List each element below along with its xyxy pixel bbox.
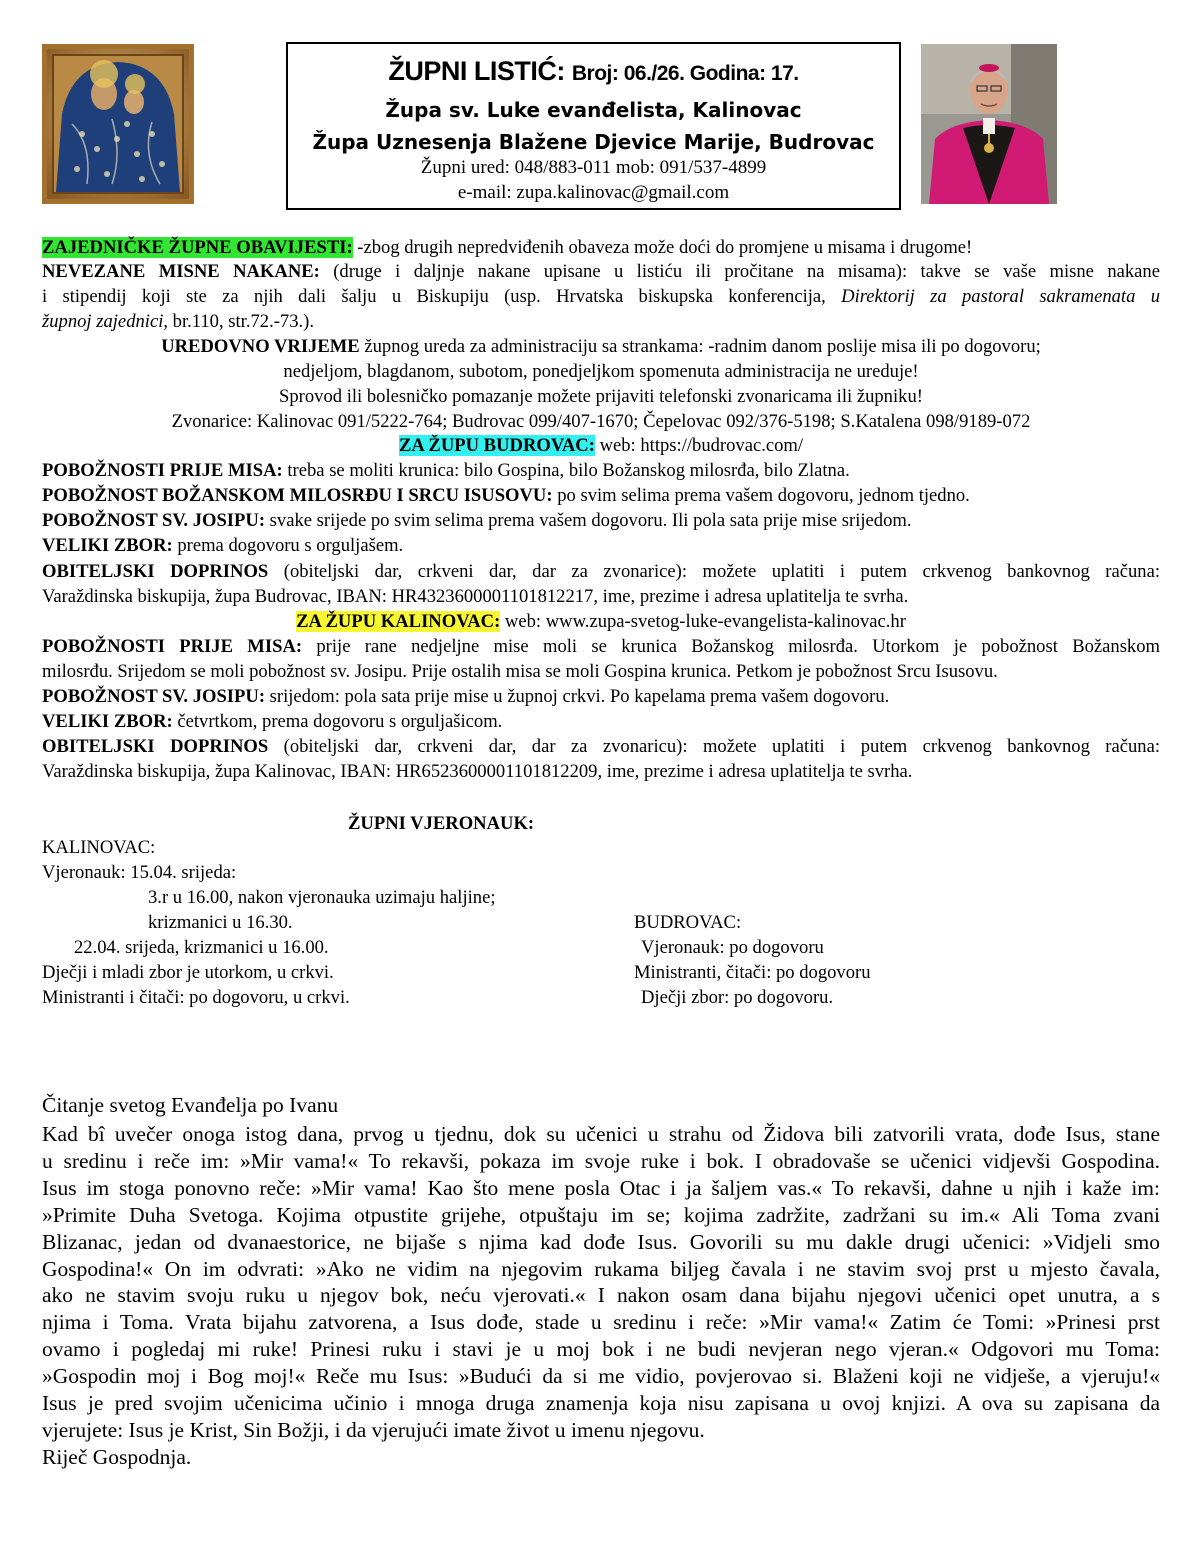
gospel-line: vjerujete: Isus je Krist, Sin Božji, i da vjerujući imate život u imenu njegovu. bbox=[42, 1417, 705, 1442]
catechism-kalinovac-l5: Dječji i mladi zbor je utorkom, u crkvi. bbox=[42, 962, 334, 983]
common-notice bbox=[42, 236, 1160, 260]
funeral-notice: Sprovod ili bolesničko pomazanje možete prijaviti telefonski zvonaricama ili župniku! bbox=[279, 386, 923, 407]
mass-intentions-directory: Direktorij za pastoral sakramenata u bbox=[841, 286, 1160, 307]
kalinovac-joseph-label: POBOŽNOST SV. JOSIPU: bbox=[42, 686, 266, 707]
gospel-line: u sredinu i reče im: »Mir vama!« To rekavši, pokaza im svoje ruke i bok. I obradovaše se učenici vidjevši Gospodina. bbox=[42, 1148, 1160, 1173]
gospel-line: Isus im stoga ponovno reče: »Mir vama! Kao što mene posla Otac i ja šaljem vas.« To rekavši, dahne u njih i kaže im: bbox=[42, 1175, 1160, 1200]
gospel-line: »Gospodin moj i Bog moj!« Reče mu Isus: »Budući da si me vidio, povjerovao si. Blaženi koji ne vidješe, a vjeruju!« bbox=[42, 1364, 1160, 1389]
budrovac-donation-text: (obiteljski dar, crkveni dar, dar za zvonarice): možete uplatiti i putem crkvenog bankovnog računa: bbox=[268, 561, 1160, 582]
budrovac-devotions-label: POBOŽNOSTI PRIJE MISA: bbox=[42, 460, 283, 481]
budrovac-choir bbox=[42, 534, 1160, 558]
kalinovac-devotions-text: prije rane nedjeljne mise moli se krunica Božanskog milosrđa. Utorkom je pobožnost Božanskom bbox=[302, 636, 1160, 657]
budrovac-donation-line2: Varaždinska biskupija, župa Budrovac, IBAN: HR4323600001101812217, ime, prezime i adresa uplatitelja te svrha. bbox=[42, 586, 909, 607]
catechism-budrovac-l3: Dječji zbor: po dogovoru. bbox=[641, 987, 834, 1008]
catechism-budrovac-l1: Vjeronauk: po dogovoru bbox=[641, 937, 824, 958]
bulletin-title bbox=[288, 56, 899, 87]
common-notice-text: -zbog drugih nepredviđenih obaveza može doći do promjene u misama i drugome! bbox=[352, 237, 973, 258]
budrovac-devotions bbox=[42, 459, 1160, 483]
budrovac-mercy-text: po svim selima prema vašem dogovoru, jednom tjedno. bbox=[552, 485, 970, 506]
office-hours-line2: nedjeljom, blagdanom, subotom, ponedjeljkom spomenuta administracija ne ureduje! bbox=[283, 361, 919, 382]
title-main: ŽUPNI LISTIĆ: bbox=[388, 56, 565, 86]
kalinovac-label: ZA ŽUPU KALINOVAC: bbox=[296, 611, 501, 632]
gospel-line: njima i Toma. Vrata bijahu zatvorena, a Isus dođe, stade u sredinu i reče: »Mir vama!« Zatim će Tomi: »Prinesi prst bbox=[42, 1310, 1160, 1335]
office-hours-text: župnog ureda za administraciju sa strankama: -radnim danom poslije misa ili po dogovoru; bbox=[359, 336, 1041, 357]
budrovac-choir-text: prema dogovoru s orguljašem. bbox=[172, 535, 404, 556]
kalinovac-choir-label: VELIKI ZBOR: bbox=[42, 711, 173, 732]
catechism-kalinovac-title: KALINOVAC: bbox=[42, 837, 156, 858]
gospel-line: »Primite Duha Svetoga. Kojima otpustite grijehe, otpuštaju im se; kojima zadržite, zadržani su im.« Ali Toma zvani bbox=[42, 1202, 1160, 1227]
mass-intentions-line3 bbox=[42, 310, 1160, 334]
mass-intentions-line1 bbox=[42, 260, 1160, 284]
madonna-icon-image bbox=[42, 44, 194, 204]
budrovac-mercy bbox=[42, 484, 1160, 508]
mass-intentions-line2 bbox=[42, 285, 1160, 309]
bishop-photo bbox=[921, 44, 1057, 204]
budrovac-donation-label: OBITELJSKI DOPRINOS bbox=[42, 561, 269, 582]
catechism-kalinovac-l3: krizmanici u 16.30. bbox=[148, 912, 293, 933]
office-hours-label: UREDOVNO VRIJEME bbox=[161, 336, 360, 357]
kalinovac-heading bbox=[42, 610, 1160, 634]
kalinovac-web: web: www.zupa-svetog-luke-evangelista-kalinovac.hr bbox=[500, 611, 906, 632]
catechism-kalinovac-l2: 3.r u 16.00, nakon vjeronauka uzimaju haljine; bbox=[148, 887, 496, 908]
mass-intentions-text2: i stipendij koji ste za njih dali šalju u Biskupiju (usp. Hrvatska biskupska konferencija, bbox=[42, 286, 842, 307]
parish-email: e-mail: zupa.kalinovac@gmail.com bbox=[457, 182, 730, 203]
kalinovac-donation-line2: Varaždinska biskupija, župa Kalinovac, IBAN: HR6523600001101812209, ime, prezime i adresa uplatitelja te svrha. bbox=[42, 761, 913, 782]
parish-phone: Župni ured: 048/883-011 mob: 091/537-4899 bbox=[420, 157, 767, 178]
mass-intentions-text1: (druge i daljnje nakane upisane u listiću ili pročitane na misama): takve se vaše misne nakane bbox=[319, 261, 1160, 282]
gospel-title: Čitanje svetog Evanđelja po Ivanu bbox=[42, 1093, 339, 1117]
parish-kalinovac: Župa sv. Luke evanđelista, Kalinovac bbox=[385, 98, 802, 122]
budrovac-mercy-label: POBOŽNOST BOŽANSKOM MILOSRĐU I SRCU ISUSOVU: bbox=[42, 485, 553, 506]
kalinovac-donation-text: (obiteljski dar, crkveni dar, dar za zvonaricu): možete uplatiti i putem crkvenog bankovnog računa: bbox=[268, 736, 1160, 757]
catechism-budrovac-title: BUDROVAC: bbox=[634, 912, 742, 933]
bell-ringers: Zvonarice: Kalinovac 091/5222-764; Budrovac 099/407-1670; Čepelovac 092/376-5198; S.Katalena 098/9189-072 bbox=[171, 411, 1031, 432]
mass-intentions-label: NEVEZANE MISNE NAKANE: bbox=[42, 261, 320, 282]
kalinovac-choir bbox=[42, 710, 1160, 734]
kalinovac-donation-line1 bbox=[42, 735, 1160, 759]
kalinovac-donation-label: OBITELJSKI DOPRINOS bbox=[42, 736, 269, 757]
mass-intentions-ref: , br.110, str.72.-73.). bbox=[163, 311, 315, 332]
kalinovac-joseph bbox=[42, 685, 1160, 709]
gospel-line: Blizanac, jedan od dvanaestorice, ne bijaše s njima kad dođe Isus. Govorili su mu dakle drugi učenici: »Vidjeli smo bbox=[42, 1229, 1160, 1254]
catechism-kalinovac-l1: Vjeronauk: 15.04. srijeda: bbox=[42, 862, 237, 883]
budrovac-donation-line1 bbox=[42, 560, 1160, 584]
office-hours-line1 bbox=[42, 335, 1160, 359]
gospel-closing: Riječ Gospodnja. bbox=[42, 1445, 192, 1469]
header-box bbox=[286, 42, 901, 210]
common-notice-label: ZAJEDNIČKE ŽUPNE OBAVIJESTI: bbox=[42, 237, 353, 258]
gospel-line: ovamo i pogledaj mi ruke! Prinesi ruku i stavi je u moj bok i ne budi nevjeran nego vjeran.« Odgovori mu Toma: bbox=[42, 1337, 1160, 1362]
mass-intentions-directory-cont: župnoj zajednici bbox=[42, 311, 164, 332]
gospel-line: Kad bî uvečer onoga istog dana, prvog u tjednu, dok su učenici u strahu od Židova bili zatvorili vrata, dođe Isus, stane bbox=[42, 1122, 1160, 1146]
kalinovac-devotions-line1 bbox=[42, 635, 1160, 659]
catechism-budrovac-l2: Ministranti, čitači: po dogovoru bbox=[634, 962, 871, 983]
budrovac-joseph bbox=[42, 509, 1160, 533]
catechism-heading: ŽUPNI VJERONAUK: bbox=[348, 813, 535, 834]
budrovac-choir-label: VELIKI ZBOR: bbox=[42, 535, 173, 556]
budrovac-heading bbox=[42, 434, 1160, 458]
gospel-line: Isus je pred svojim učenicima učinio i mnoga druga znamenja koja nisu zapisana u ovoj knjizi. A ova su zapisana da bbox=[42, 1391, 1160, 1415]
catechism-kalinovac-l6: Ministranti i čitači: po dogovoru, u crkvi. bbox=[42, 987, 350, 1008]
parish-budrovac: Župa Uznesenja Blažene Djevice Marije, Budrovac bbox=[312, 130, 875, 154]
catechism-kalinovac-l4: 22.04. srijeda, krizmanici u 16.00. bbox=[74, 937, 329, 958]
kalinovac-devotions-line2: milosrđu. Srijedom se moli pobožnost sv. Josipu. Prije ostalih misa se moli Gospina krunica. Petkom je pobožnost Srcu Isusovu. bbox=[42, 661, 998, 682]
budrovac-joseph-text: svake srijede po svim selima prema vašem dogovoru. Ili pola sata prije mise srijedom. bbox=[265, 510, 912, 531]
gospel-line: Gospodina!« On im odvrati: »Ako ne vidim na njegovim rukama biljeg čavala i ne stavim svoj prst u mjesto čavala, bbox=[42, 1256, 1160, 1281]
budrovac-web: web: https://budrovac.com/ bbox=[594, 435, 804, 456]
budrovac-joseph-label: POBOŽNOST SV. JOSIPU: bbox=[42, 510, 266, 531]
budrovac-devotions-text: treba se moliti krunica: bilo Gospina, bilo Božanskog milosrđa, bilo Zlatna. bbox=[282, 460, 850, 481]
budrovac-label: ZA ŽUPU BUDROVAC: bbox=[398, 435, 595, 456]
kalinovac-joseph-text: srijedom: pola sata prije mise u župnoj crkvi. Po kapelama prema vašem dogovoru. bbox=[265, 686, 890, 707]
title-issue: Broj: 06./26. Godina: 17. bbox=[571, 62, 799, 85]
kalinovac-choir-text: četvrtkom, prema dogovoru s orguljašicom. bbox=[172, 711, 503, 732]
gospel-line: ako ne stavim svoju ruku u njegov bok, neću vjerovati.« I nakon osam dana bijahu njegovi učenici opet unutra, a s bbox=[42, 1283, 1160, 1308]
kalinovac-devotions-label: POBOŽNOSTI PRIJE MISA: bbox=[42, 636, 303, 657]
